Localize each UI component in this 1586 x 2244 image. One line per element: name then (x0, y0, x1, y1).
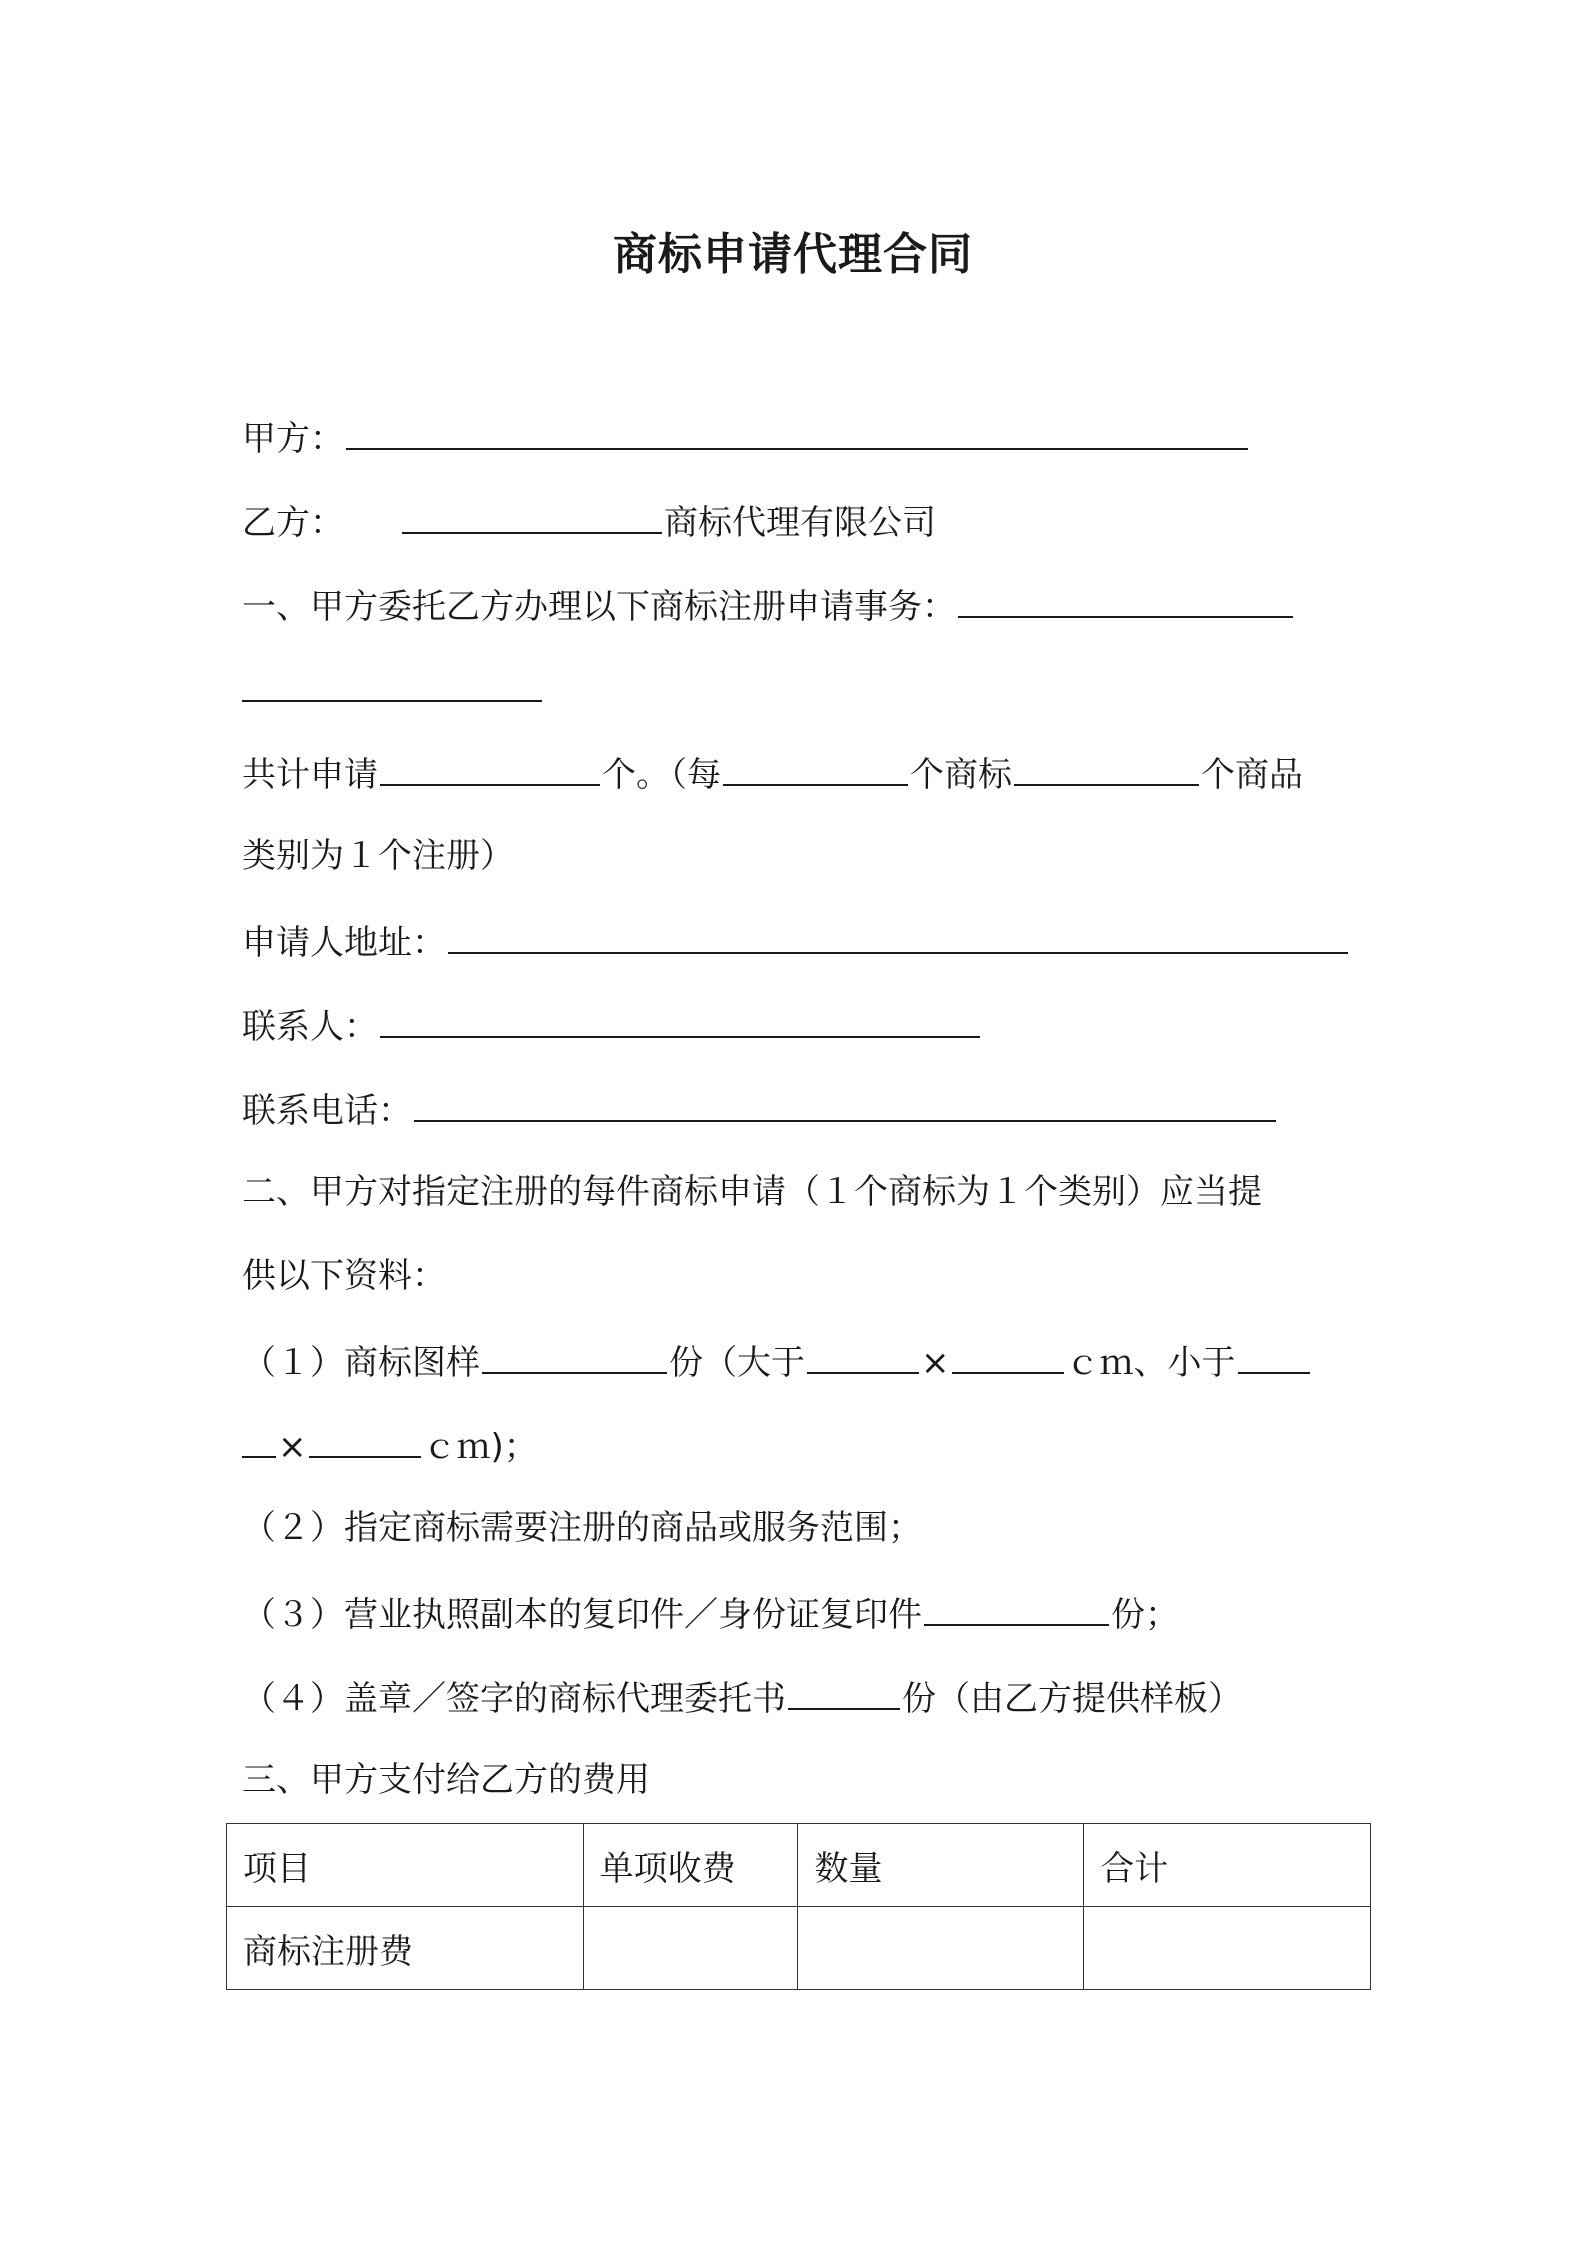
item1-min-h-blank (952, 1336, 1064, 1374)
section1-blank (958, 580, 1293, 618)
item1-times-1: × (921, 1343, 950, 1383)
per-blank-2 (1014, 748, 1199, 786)
party-b-label: 乙方： (242, 503, 344, 543)
item3-end: 份； (1111, 1595, 1179, 1635)
address-label: 申请人地址： (242, 923, 446, 963)
header-total: 合计 (1084, 1824, 1371, 1907)
item4-line (242, 1672, 1358, 1723)
party-a-label: 甲方： (242, 419, 344, 459)
count-tail: 类别为１个注册） (242, 836, 514, 876)
address-line (242, 916, 1358, 967)
section3-heading: 三、甲方支付给乙方的费用 (242, 1760, 650, 1800)
row-total (1084, 1907, 1371, 1990)
row-quantity (798, 1907, 1084, 1990)
item1-line (242, 1336, 1358, 1387)
document-title: 商标申请代理合同 (613, 229, 973, 280)
count-blank (380, 748, 600, 786)
row-unit-fee (583, 1907, 798, 1990)
party-a-blank (346, 412, 1248, 450)
count-line (242, 748, 1358, 799)
table-row (227, 1907, 1371, 1990)
per-blank-1 (723, 748, 908, 786)
phone-line (242, 1084, 1358, 1135)
item1-max-w-blank-cont (242, 1420, 276, 1458)
count-tail-line (242, 832, 1358, 880)
section2-line1: 二、甲方对指定注册的每件商标申请（１个商标为１个类别）应当提 (242, 1172, 1262, 1212)
item1-continuation-line (242, 1420, 1358, 1471)
item4-label: （４）盖章／签字的商标代理委托书 (242, 1679, 786, 1719)
section1-continuation-line (242, 664, 1358, 715)
phone-label: 联系电话： (242, 1091, 412, 1131)
item1-greater: 份（大于 (669, 1343, 805, 1383)
phone-blank (414, 1084, 1276, 1122)
address-blank (448, 916, 1348, 954)
header-quantity: 数量 (798, 1824, 1084, 1907)
row-item: 商标注册费 (227, 1907, 584, 1990)
item3-label: （３）营业执照副本的复印件／身份证复印件 (242, 1595, 922, 1635)
section1-continuation-blank (242, 664, 542, 702)
item1-label: （１）商标图样 (242, 1343, 480, 1383)
section2-line2: 供以下资料： (242, 1256, 446, 1296)
item1-copies-blank (482, 1336, 667, 1374)
header-item: 项目 (227, 1824, 584, 1907)
count-prefix: 共计申请 (242, 755, 378, 795)
header-unit-fee: 单项收费 (583, 1824, 798, 1907)
party-b-suffix: 商标代理有限公司 (664, 503, 936, 543)
item3-copies-blank (924, 1588, 1109, 1626)
party-a-line (242, 412, 1358, 463)
count-mid1: 个。（每 (602, 755, 721, 795)
count-mid2: 个商标 (910, 755, 1012, 795)
contact-blank (380, 1000, 980, 1038)
fee-table (226, 1823, 1371, 1990)
section1-line (242, 580, 1358, 631)
item4-copies-blank (788, 1672, 900, 1710)
table-header-row (227, 1824, 1371, 1907)
party-b-blank (402, 496, 662, 534)
contact-line (242, 1000, 1358, 1051)
item3-line (242, 1588, 1358, 1639)
item1-smaller: ｃｍ、小于 (1065, 1343, 1236, 1383)
item2-line: （２）指定商标需要注册的商品或服务范围； (242, 1508, 922, 1548)
item1-max-h-blank (309, 1420, 421, 1458)
item4-end: 份（由乙方提供样板） (902, 1679, 1242, 1719)
item1-end: ｃｍ)； (422, 1427, 538, 1467)
item1-max-w-blank (1238, 1336, 1310, 1374)
party-b-line (242, 496, 1358, 547)
item1-min-w-blank (807, 1336, 919, 1374)
section1-text: 一、甲方委托乙方办理以下商标注册申请事务： (242, 587, 956, 627)
contact-label: 联系人： (242, 1007, 378, 1047)
item1-times-2: × (278, 1427, 307, 1467)
count-mid3: 个商品 (1201, 755, 1303, 795)
